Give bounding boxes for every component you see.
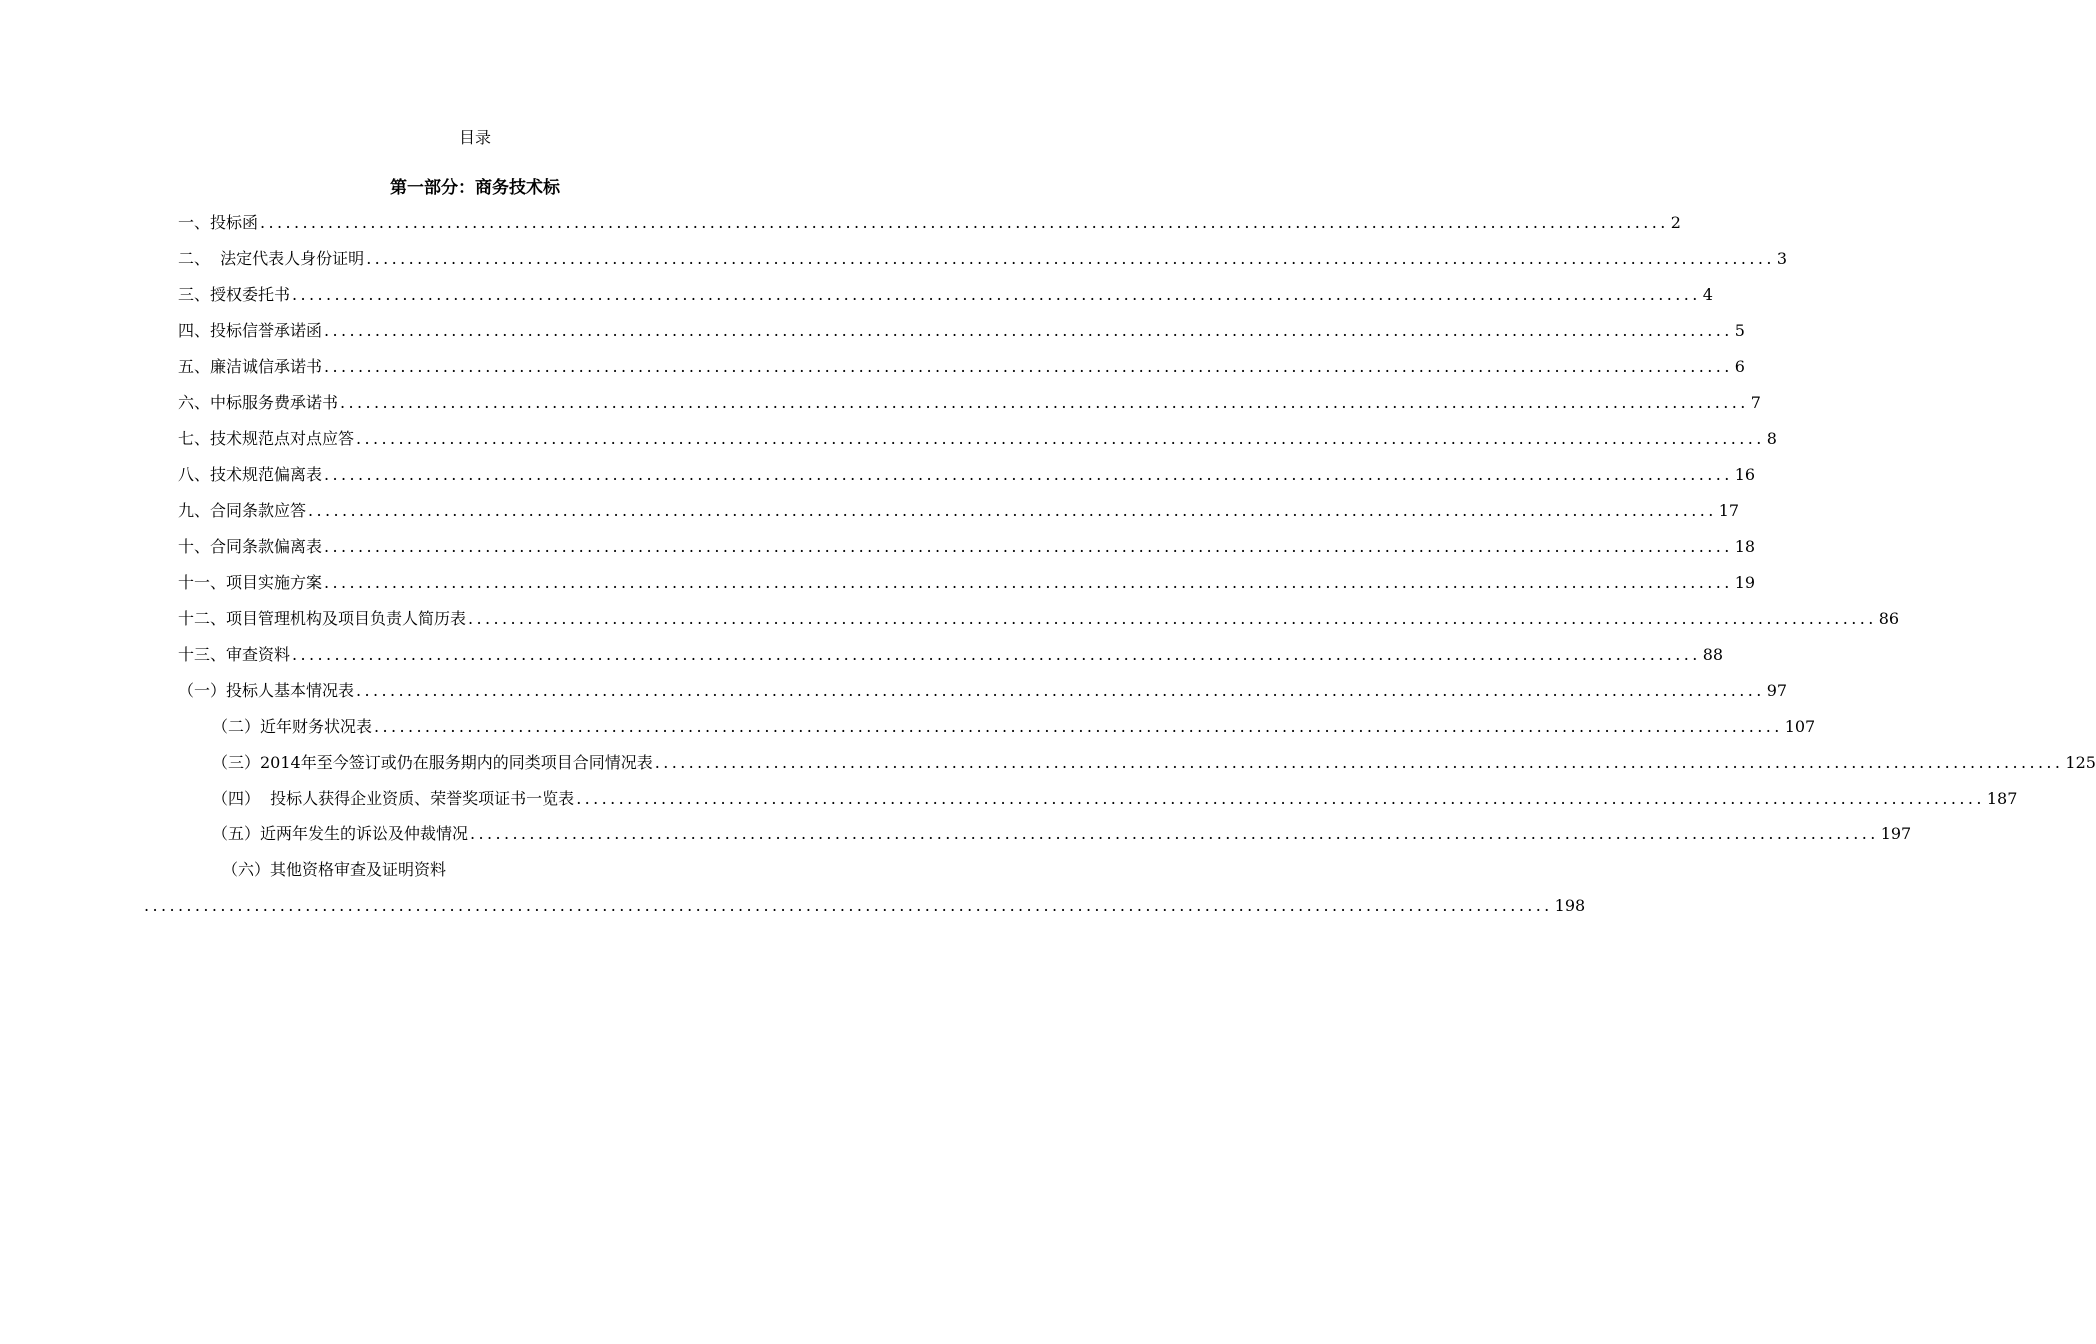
toc-entry-1[interactable]: [178, 212, 1681, 234]
toc-leader-dots: ......................................................................................................................................................................: [144, 896, 1553, 915]
toc-entry-label: 十二、项目管理机构及项目负责人简历表: [178, 609, 467, 628]
toc-leader-dots: ......................................................................................................................................................................: [340, 393, 1749, 412]
toc-entry-18[interactable]: [212, 823, 1912, 845]
toc-entry-9[interactable]: [178, 500, 1740, 522]
toc-entry-label: （三）2014年至今签订或仍在服务期内的同类项目合同情况表: [212, 753, 653, 772]
toc-entry-page: 2: [1670, 213, 1681, 232]
toc-entry-page: 18: [1734, 537, 1756, 556]
toc-entry-page: 88: [1702, 645, 1724, 664]
toc-leader-dots: ......................................................................................................................................................................: [292, 285, 1701, 304]
toc-leader-dots: ......................................................................................................................................................................: [356, 681, 1765, 700]
toc-entry-page: 107: [1784, 717, 1816, 736]
toc-leader-dots: ......................................................................................................................................................................: [324, 357, 1733, 376]
toc-leader-dots: ......................................................................................................................................................................: [324, 321, 1733, 340]
toc-leader-dots: ......................................................................................................................................................................: [576, 789, 1985, 808]
page-title: 目录: [458, 128, 491, 147]
toc-entry-page: 187: [1986, 789, 2018, 808]
toc-entry-label: 七、技术规范点对点应答: [178, 429, 355, 448]
toc-entry-label: 三、授权委托书: [178, 285, 291, 304]
toc-entry-page: 5: [1734, 321, 1745, 340]
toc-entry-13[interactable]: [178, 644, 1724, 666]
toc-entry-17[interactable]: [212, 788, 2018, 810]
section-title: 第一部分：商务技术标: [390, 178, 560, 198]
toc-entry-2[interactable]: [178, 248, 1788, 270]
toc-leader-dots: ......................................................................................................................................................................: [470, 824, 1879, 843]
toc-entry-page: 198: [1554, 896, 1586, 915]
toc-entry-6[interactable]: [178, 392, 1761, 414]
toc-leader-dots: ......................................................................................................................................................................: [308, 501, 1717, 520]
toc-entry-page: 125: [2065, 753, 2096, 772]
toc-leader-dots: ......................................................................................................................................................................: [366, 249, 1775, 268]
toc-entry-11[interactable]: [178, 572, 1756, 594]
toc-entry-page: 8: [1766, 429, 1777, 448]
toc-entry-12[interactable]: [178, 608, 1900, 630]
toc-entry-15[interactable]: [212, 716, 1816, 738]
toc-entry-label: 九、合同条款应答: [178, 501, 307, 520]
toc-entry-label: 六、中标服务费承诺书: [178, 393, 339, 412]
toc-entry-label: 十、合同条款偏离表: [178, 537, 323, 556]
toc-leader-dots: ......................................................................................................................................................................: [654, 753, 2064, 772]
toc-entry-label: 一、投标函: [178, 213, 259, 232]
toc-leader-dots: ......................................................................................................................................................................: [468, 609, 1877, 628]
toc-entry-label: 十三、审查资料: [178, 645, 291, 664]
toc-entry-16[interactable]: [212, 752, 2096, 774]
toc-entry-page: 16: [1734, 465, 1756, 484]
toc-entry-label: 四、投标信誉承诺函: [178, 321, 323, 340]
toc-entry-8[interactable]: [178, 464, 1756, 486]
toc-entry-page: 6: [1734, 357, 1745, 376]
toc-leader-dots: ......................................................................................................................................................................: [324, 573, 1733, 592]
toc-entry-19-label-line[interactable]: [222, 859, 446, 881]
toc-entry-page: 4: [1702, 285, 1713, 304]
toc-leader-dots: ......................................................................................................................................................................: [260, 213, 1669, 232]
toc-leader-dots: ......................................................................................................................................................................: [292, 645, 1701, 664]
toc-entry-3[interactable]: [178, 284, 1713, 306]
toc-entry-4[interactable]: [178, 320, 1745, 342]
toc-entry-7[interactable]: [178, 428, 1777, 450]
toc-leader-dots: ......................................................................................................................................................................: [324, 465, 1733, 484]
toc-leader-dots: ......................................................................................................................................................................: [356, 429, 1765, 448]
toc-entry-19-page-line[interactable]: [144, 895, 1586, 917]
toc-entry-label: （四） 投标人获得企业资质、荣誉奖项证书一览表: [212, 789, 575, 808]
toc-entry-label: 二、 法定代表人身份证明: [178, 249, 365, 268]
toc-entry-label: 八、技术规范偏离表: [178, 465, 323, 484]
toc-entry-label: （二）近年财务状况表: [212, 717, 373, 736]
toc-entry-page: 97: [1766, 681, 1788, 700]
toc-entry-label: （六）其他资格审查及证明资料: [222, 860, 447, 879]
toc-entry-label: 五、廉洁诚信承诺书: [178, 357, 323, 376]
toc-entry-5[interactable]: [178, 356, 1745, 378]
toc-entry-10[interactable]: [178, 536, 1756, 558]
toc-entry-label: （一）投标人基本情况表: [178, 681, 355, 700]
toc-leader-dots: ......................................................................................................................................................................: [374, 717, 1783, 736]
toc-entry-page: 7: [1750, 393, 1761, 412]
toc-entry-page: 19: [1734, 573, 1756, 592]
toc-entry-label: （五）近两年发生的诉讼及仲裁情况: [212, 824, 469, 843]
toc-entry-page: 17: [1718, 501, 1740, 520]
toc-leader-dots: ......................................................................................................................................................................: [324, 537, 1733, 556]
toc-entry-14[interactable]: [178, 680, 1788, 702]
toc-entry-page: 197: [1880, 824, 1912, 843]
toc-entry-label: 十一、项目实施方案: [178, 573, 323, 592]
toc-entry-page: 86: [1878, 609, 1900, 628]
toc-entry-page: 3: [1776, 249, 1788, 268]
